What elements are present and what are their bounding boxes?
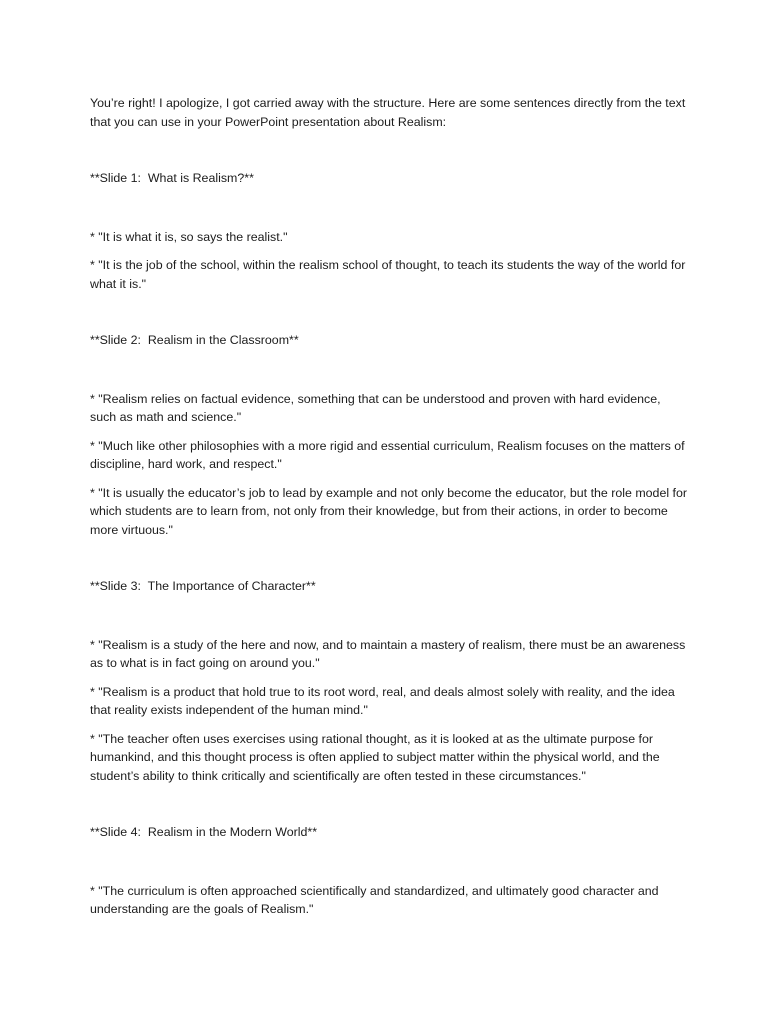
document-page: [90, 94, 690, 929]
slide-1-bullet-1: * "It is what it is, so says the realist.": [90, 229, 288, 244]
slide-1-bullet-2: * "It is the job of the school, within the realism school of thought, to teach its students the way of the world for what it is.": [90, 258, 689, 291]
slide-3-bullet-2: * "Realism is a product that hold true to its root word, real, and deals almost solely with reality, and the idea that reality exists independent of the human mind.": [90, 684, 679, 717]
slide-3-bullet-3: * "The teacher often uses exercises using rational thought, as it is looked at as the ultimate purpose for humankind, and this thought process is often applied to subject matter within the physical world, and the student’s ability to think critically and scientifically are often tested in these circumstances.": [90, 731, 664, 783]
intro-paragraph: You’re right! I apologize, I got carried away with the structure. Here are some sentences directly from the text that you can use in your PowerPoint presentation about Realism:: [90, 96, 689, 129]
slide-1-heading: **Slide 1: What is Realism?**: [90, 171, 254, 185]
slide-2-bullet-3: * "It is usually the educator’s job to lead by example and not only become the educator, but the role model for which students are to learn from, not only from their knowledge, but from their actions, in order to become more virtuous.": [90, 485, 691, 537]
slide-2-bullet-2: * "Much like other philosophies with a more rigid and essential curriculum, Realism focuses on the matters of discipline, hard work, and respect.": [90, 438, 689, 471]
slide-4-bullet-1: * "The curriculum is often approached scientifically and standardized, and ultimately good character and understanding are the goals of Realism.": [90, 883, 662, 916]
slide-2-heading: **Slide 2: Realism in the Classroom**: [90, 333, 299, 347]
slide-3-heading: **Slide 3: The Importance of Character**: [90, 579, 316, 593]
slide-4-heading: **Slide 4: Realism in the Modern World**: [90, 825, 318, 839]
slide-2-bullet-1: * "Realism relies on factual evidence, something that can be understood and proven with hard evidence, such as math and science.": [90, 391, 665, 424]
slide-3-bullet-1: * "Realism is a study of the here and now, and to maintain a mastery of realism, there must be an awareness as to what is in fact going on around you.": [90, 637, 689, 670]
